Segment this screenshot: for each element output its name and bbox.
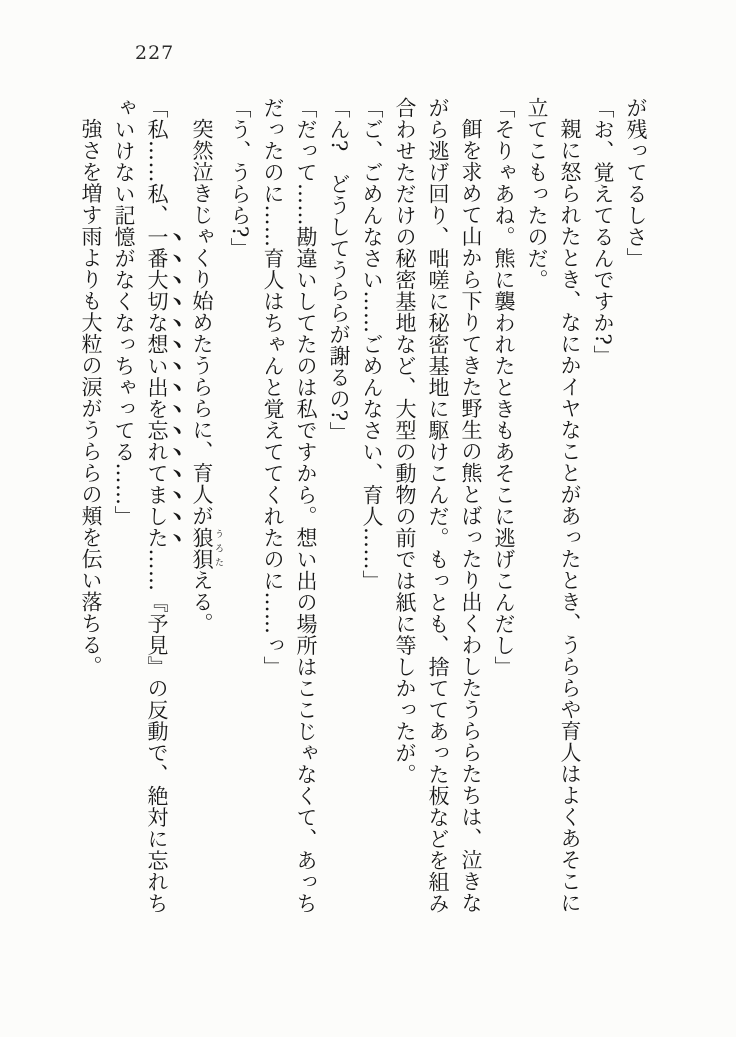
text-line: ゃいけない記憶がなくなっちゃってる……」 [112, 97, 136, 527]
emphasized-text: 一番大切な想い出を忘れてました [145, 226, 169, 549]
text-line: 突然泣きじゃくり始めたうららに、育人が狼狽 うろたえる。 [190, 118, 223, 634]
text-line: だったのに……育人はちゃんと覚えててくれたのに……っ」 [261, 97, 285, 678]
text-line: 「私……私、一番大切な想い出を忘れてました……『予見』の反動で、絶対に忘れち [145, 97, 169, 914]
vertical-text-block [74, 97, 652, 935]
text-line: 餌を求めて山から下りてきた野生の熊とばったり出くわしたうららたちは、泣きな [459, 118, 483, 914]
page-number: 227 [135, 42, 175, 64]
text-line: 「ん? どうしてうららが謝るの?」 [327, 97, 351, 444]
ruby-annotated-word: 狼狽 うろた [190, 526, 223, 570]
text-line: 親に怒られたとき、なにかイヤなことがあったとき、うららや育人はよくあそこに [558, 118, 582, 914]
text-line: 「そりゃあね。熊に襲われたときもあそこに逃げこんだし」 [492, 97, 516, 678]
text-line: 「お、覚えてるんですか?」 [591, 97, 615, 367]
text-line: 立てこもったのだ。 [525, 97, 549, 291]
text-line: 「う、うらら?」 [228, 97, 252, 260]
text-line: 強さを増す雨よりも大粒の涙がうららの頬を伝い落ちる。 [79, 118, 103, 677]
text-line: がら逃げ回り、咄嗟に秘密基地に駆けこんだ。もっとも、捨ててあった板などを組み [426, 97, 450, 914]
text-line: 「ご、ごめんなさい……ごめんなさい、育人……」 [360, 97, 384, 592]
text-line: 「だって……勘違いしてたのは私ですから。想い出の場所はここじゃなくて、あっち [294, 97, 318, 914]
text-line: 合わせただけの秘密基地など、大型の動物の前では紙に等しかったが。 [393, 97, 417, 785]
text-line: が残ってるしさ」 [624, 97, 648, 269]
